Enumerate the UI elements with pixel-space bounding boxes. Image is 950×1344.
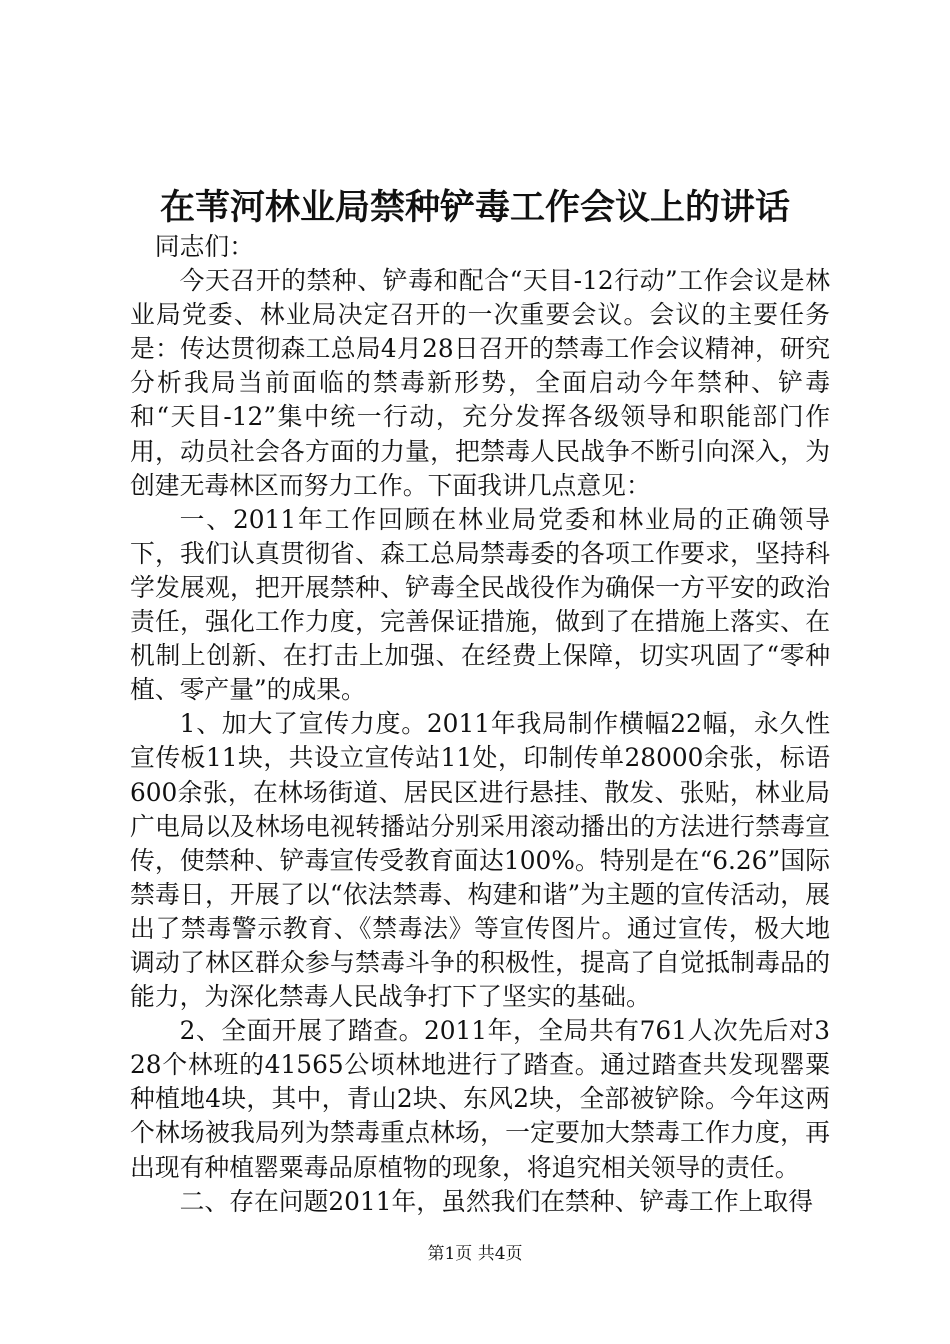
document-body [130, 230, 830, 1219]
paragraph-intro: 今天召开的禁种、铲毒和配合“天目-12行动”工作会议是林业局党委、林业局决定召开的一次重要会议。会议的主要任务是：传达贯彻森工总局4月28日召开的禁毒工作会议精神，研究分析我局当前面临的禁毒新形势，全面启动今年禁种、铲毒和“天目-12”集中统一行动，充分发挥各级领导和职能部门作用，动员社会各方面的力量，把禁毒人民战争不断引向深入，为创建无毒林区而努力工作。下面我讲几点意见： [130, 266, 830, 500]
page-number-footer: 第1页 共4页 [427, 1244, 523, 1264]
paragraph-section-2: 二、存在问题2011年，虽然我们在禁种、铲毒工作上取得 [179, 1186, 814, 1216]
paragraph-item-2: 2、全面开展了踏查。2011年，全局共有761人次先后对328个林班的41565公顷林地进行了踏查。通过踏查共发现罂粟种植地4块，其中，青山2块、东风2块，全部被铲除。今年这两个林场被我局列为禁毒重点林场，一定要加大禁毒工作力度，再出现有种植罂粟毒品原植物的现象，将追究相关领导的责任。 [130, 1016, 830, 1182]
document-title: 在苇河林业局禁种铲毒工作会议上的讲话 [159, 187, 790, 228]
paragraph-section-1: 一、2011年工作回顾在林业局党委和林业局的正确领导下，我们认真贯彻省、森工总局禁毒委的各项工作要求，坚持科学发展观，把开展禁种、铲毒全民战役作为确保一方平安的政治责任，强化工作力度，完善保证措施，做到了在措施上落实、在机制上创新、在打击上加强、在经费上保障，切实巩固了“零种植、零产量”的成果。 [130, 504, 830, 705]
paragraph-item-1: 1、加大了宣传力度。2011年我局制作横幅22幅，永久性宣传板11块，共设立宣传站11处，印制传单28000余张，标语600余张，在林场街道、居民区进行悬挂、散发、张贴，林业局广电局以及林场电视转播站分别采用滚动播出的方法进行禁毒宣传，使禁种、铲毒宣传受教育面达100%。特别是在“6.26”国际禁毒日，开展了以“依法禁毒、构建和谐”为主题的宣传活动，展出了禁毒警示教育、《禁毒法》等宣传图片。通过宣传，极大地调动了林区群众参与禁毒斗争的积极性，提高了自觉抵制毒品的能力，为深化禁毒人民战争打下了坚实的基础。 [130, 709, 830, 1012]
paragraph-greeting: 同志们： [154, 232, 254, 261]
